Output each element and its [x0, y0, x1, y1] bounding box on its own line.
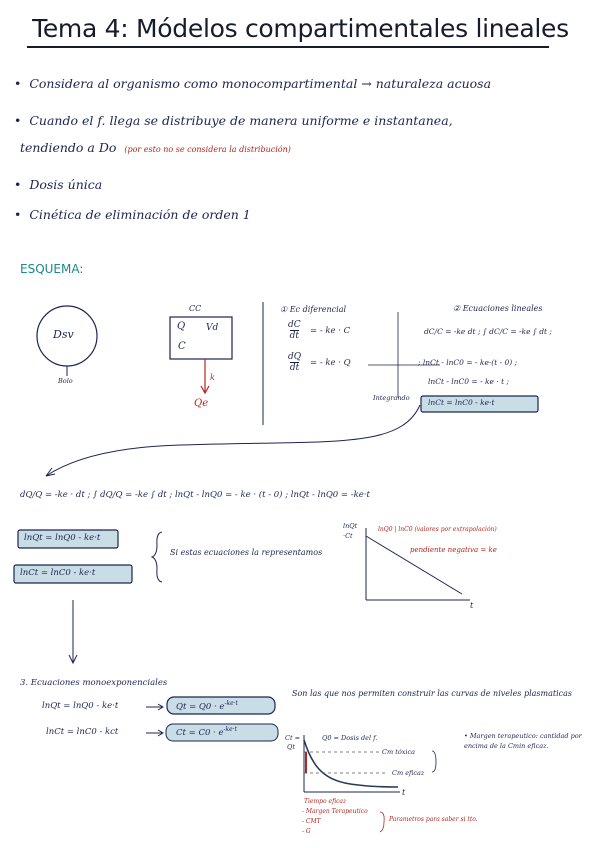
graph1-slope-note: pendiente negativa = ke [410, 546, 497, 554]
ec-mono-row2-left: lnCt = lnC0 - kct [46, 727, 119, 737]
graph1-ylabel2: ·Ct [343, 532, 353, 540]
ec-mono-row2-right: $Ct = C0 \cdot e^{-ke\cdot t}$ [176, 726, 238, 738]
ec-dif-eq1-rhs: = - ke · C [310, 326, 351, 336]
ec-lin-line4: lnCt = lnC0 - ke·t [428, 398, 495, 407]
graph2-list-2: - CMT [302, 818, 321, 825]
bolo-label: Bolo [58, 377, 73, 385]
ec-mono-row1-left: lnQt = lnQ0 - ke·t [42, 701, 119, 711]
cc-label: CC [189, 304, 202, 313]
bullet-2-continuation: tendiendo a Do (por esto no se considera la distribución) [20, 140, 291, 155]
dsv-label: Dsv [53, 328, 74, 341]
graph2-ylabel2: Qt [287, 743, 295, 751]
box-lnct-text: lnCt = lnC0 - ke·t [20, 568, 96, 578]
page-title: Tema 4: Módelos compartimentales lineales [32, 14, 569, 43]
ec-mono-heading: 3. Ecuaciones monoexponenciales [20, 678, 168, 688]
brace-text: Si estas ecuaciones la representamos [170, 548, 323, 557]
bullet-2: • Cuando el f. llega se distribuye de manera uniforme e instantanea, [14, 113, 453, 128]
box-c: C [178, 341, 186, 352]
integrando-label: Integrando [373, 394, 410, 402]
bullet-2-note: (por esto no se considera la distribución) [124, 145, 291, 154]
graph1-intercept-note: lnQ0 | lnC0 (valores por extrapolación) [378, 526, 497, 533]
graph2-ylabel1: Ct = [285, 734, 301, 742]
ec-mono-row1-right: $Qt = Q0 \cdot e^{-ke\cdot t}$ [176, 700, 238, 712]
graph2-q0: Q0 = Dosis del f. [322, 734, 378, 742]
bullet-2-text: Cuando el f. llega se distribuye de manera uniforme e instantanea, [29, 113, 453, 128]
box-vd: Vd [206, 323, 219, 333]
bullet-4-text: Cinética de eliminación de orden 1 [29, 207, 251, 222]
qe-label: Qe [194, 398, 209, 409]
curve-arrow [46, 405, 420, 476]
graph2-cmtox: Cm tóxica [382, 748, 415, 756]
bullet-1-text: Considera al organismo como monocompartimental → naturaleza acuosa [29, 76, 492, 91]
graph2-cmefic: Cm eficaz [392, 769, 425, 777]
bullet-1: • Considera al organismo como monocompartimental → naturaleza acuosa [14, 76, 492, 91]
ec-mono-note: Son las que nos permiten construir las curvas de niveles plasmaticas [292, 689, 572, 698]
ec-lin-line2: ; lnCt - lnC0 = - ke·(t - 0) ; [418, 358, 518, 367]
box-q: Q [177, 321, 186, 332]
bullet-3-text: Dosis única [29, 177, 103, 192]
ec-lin-line1: dC/C = -ke dt ; ∫ dC/C = -ke ∫ dt ; [424, 327, 552, 336]
ec-lin-line3: lnCt - lnC0 = - ke · t ; [428, 377, 510, 386]
esquema-heading: ESQUEMA: [20, 262, 84, 276]
graph2-tiempo: Tiempo eficaz [304, 798, 347, 805]
ec-lin-heading: ② Ecuaciones lineales [453, 304, 543, 313]
graph1-line [366, 536, 462, 594]
box-lnqt-text: lnQt = lnQ0 - ke·t [24, 533, 101, 543]
graph2-side-note: • Margen terapeutico: cantidad por encima de la Cmin eficaz. [464, 732, 582, 750]
graph1-xlabel: t [470, 601, 474, 610]
graph2-bracket-note: Parametros para saber si tto. [389, 816, 478, 823]
q-equations: dQ/Q = -ke · dt ; ∫ dQ/Q = -ke ∫ dt ; lnQt - lnQ0 = - ke · (t - 0) ; lnQt - lnQ0 = -ke·t [20, 490, 370, 500]
bullet-4: • Cinética de eliminación de orden 1 [14, 207, 251, 222]
graph1-ylabel1: lnQt [343, 522, 358, 530]
graph2-list-3: - G [302, 828, 311, 835]
ec-dif-eq1: dC dt [288, 320, 301, 341]
graph2-xlabel: t [402, 788, 406, 797]
ec-dif-eq2: dQ dt [288, 352, 302, 373]
bullet-3: • Dosis única [14, 177, 103, 192]
ec-dif-heading: ① Ec diferencial [280, 305, 347, 314]
ec-dif-eq2-rhs: = - ke · Q [310, 358, 351, 368]
graph2-list-1: - Margen Terapeutico [302, 808, 368, 815]
k-label: k [210, 373, 215, 382]
